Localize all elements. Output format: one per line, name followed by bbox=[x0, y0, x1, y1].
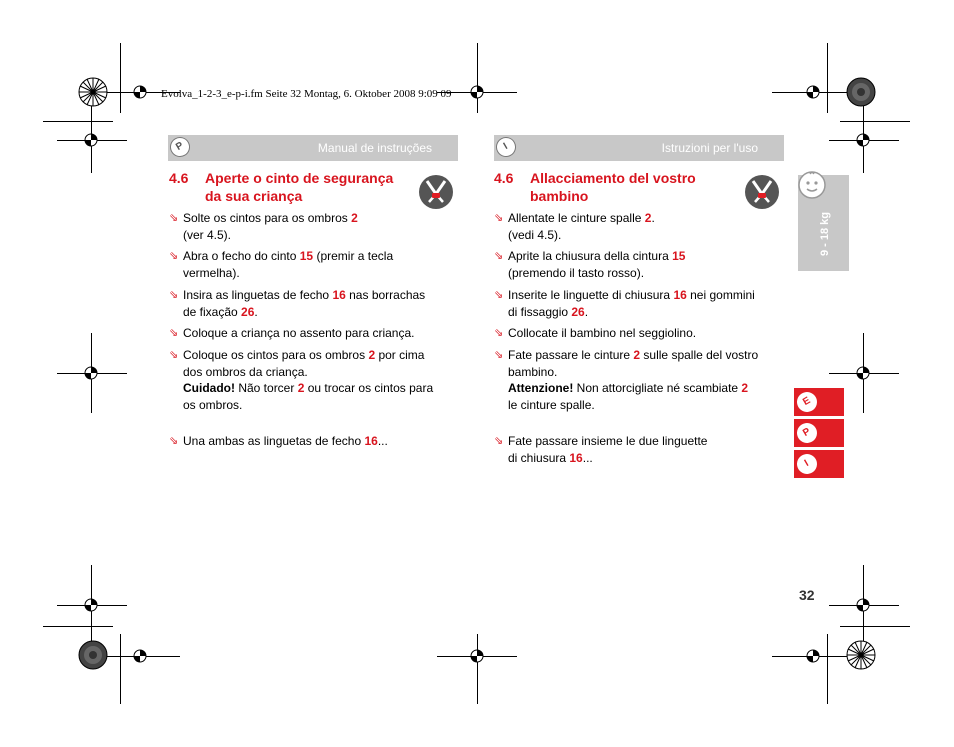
step-text: nas borrachas bbox=[345, 288, 426, 302]
registration-crosshair-icon bbox=[855, 365, 871, 381]
step-text: Solte os cintos para os ombros bbox=[183, 211, 352, 225]
page-number: 32 bbox=[799, 587, 815, 603]
grey-target-icon bbox=[846, 77, 876, 107]
right-title-line: bambino bbox=[530, 188, 589, 204]
language-tab-e[interactable] bbox=[794, 388, 844, 416]
step-arrow-icon: ⇘ bbox=[169, 435, 179, 447]
file-info: Evolva_1-2-3_e-p-i.fm Seite 32 Montag, 6. Oktober 2008 9:09 09 bbox=[161, 88, 452, 100]
step-text: Insira as linguetas de fecho bbox=[183, 288, 333, 302]
registration-crosshair-icon bbox=[469, 648, 485, 664]
right-title-line: Allacciamento del vostro bbox=[530, 170, 696, 186]
registration-crosshair-icon bbox=[83, 365, 99, 381]
step-text: Abra o fecho do cinto bbox=[183, 249, 300, 263]
trim-line bbox=[120, 634, 121, 704]
trim-line bbox=[477, 634, 478, 704]
step-text: nei gommini bbox=[686, 288, 755, 302]
step-text: ou trocar os cintos para bbox=[304, 381, 434, 395]
registration-crosshair-icon bbox=[855, 132, 871, 148]
step-text: Una ambas as linguetas de fecho bbox=[183, 434, 365, 448]
trim-line bbox=[120, 43, 121, 113]
step-text: Allentate le cinture spalle bbox=[508, 211, 645, 225]
warning-label: Attenzione! bbox=[508, 381, 574, 395]
registration-crosshair-icon bbox=[469, 84, 485, 100]
language-tab-letter: E bbox=[793, 388, 820, 415]
language-tab-i[interactable] bbox=[794, 450, 844, 478]
trim-line bbox=[43, 121, 113, 122]
registration-crosshair-icon bbox=[132, 84, 148, 100]
step-arrow-icon: ⇘ bbox=[494, 349, 504, 361]
right-header-bar bbox=[494, 135, 784, 161]
registration-crosshair-icon bbox=[83, 132, 99, 148]
step-text: Coloque a criança no assento para criança. bbox=[183, 326, 415, 340]
registration-crosshair-icon bbox=[83, 597, 99, 613]
registration-crosshair-icon bbox=[855, 597, 871, 613]
step-text: Inserite le linguette di chiusura bbox=[508, 288, 674, 302]
part-number: 2 bbox=[633, 348, 641, 362]
step-text: . bbox=[254, 304, 258, 319]
step-arrow-icon: ⇘ bbox=[169, 250, 179, 262]
grey-target-icon bbox=[78, 640, 108, 670]
left-header-title: Manual de instruções bbox=[317, 141, 432, 155]
language-badge: P bbox=[166, 133, 193, 160]
trim-line bbox=[827, 43, 828, 113]
part-number: 2 bbox=[644, 211, 652, 225]
step-text: Fate passare le cinture bbox=[508, 348, 634, 362]
step-arrow-icon: ⇘ bbox=[494, 250, 504, 262]
part-number: 2 bbox=[368, 348, 376, 362]
part-number: 16 bbox=[332, 288, 346, 302]
step-arrow-icon: ⇘ bbox=[169, 349, 179, 361]
step-text: Non attorcigliate né scambiate bbox=[573, 381, 742, 395]
trim-line bbox=[840, 121, 910, 122]
step-text: (premir a tecla bbox=[313, 249, 394, 263]
weight-group-label: 9 - 18 kg bbox=[819, 211, 831, 256]
step-text: sulle spalle del vostro bbox=[640, 348, 759, 362]
step-text: (vedi 4.5). bbox=[508, 227, 562, 242]
part-number: 26 bbox=[571, 304, 585, 319]
registration-crosshair-icon bbox=[805, 648, 821, 664]
registration-crosshair-icon bbox=[805, 84, 821, 100]
language-tab-letter: I bbox=[793, 450, 820, 477]
step-arrow-icon: ⇘ bbox=[494, 289, 504, 301]
step-text: de fixação bbox=[183, 304, 242, 319]
trim-line bbox=[840, 626, 910, 627]
trim-line bbox=[477, 43, 478, 113]
registration-crosshair-icon bbox=[132, 648, 148, 664]
part-number: 2 bbox=[297, 381, 305, 395]
step-text: ... bbox=[377, 434, 388, 448]
part-number: 26 bbox=[241, 304, 255, 319]
right-section-title bbox=[530, 169, 696, 205]
step-arrow-icon: ⇘ bbox=[169, 289, 179, 301]
language-tab-p[interactable] bbox=[794, 419, 844, 447]
step-text: vermelha). bbox=[183, 265, 240, 280]
baby-face-icon bbox=[797, 170, 827, 200]
part-number: 15 bbox=[672, 249, 686, 263]
step-text: ... bbox=[582, 450, 593, 465]
language-badge: I bbox=[492, 133, 519, 160]
right-section-number: 4.6 bbox=[494, 170, 514, 186]
step-arrow-icon: ⇘ bbox=[494, 212, 504, 224]
step-text: di fissaggio bbox=[508, 304, 572, 319]
step-text: . bbox=[584, 304, 589, 319]
warning-label: Cuidado! bbox=[183, 381, 235, 395]
step-text: (ver 4.5). bbox=[183, 227, 232, 242]
trim-line bbox=[43, 626, 113, 627]
language-tab-letter: P bbox=[793, 419, 820, 446]
left-header-bar bbox=[168, 135, 458, 161]
step-text: Não torcer bbox=[235, 381, 298, 395]
part-number: 2 bbox=[741, 381, 749, 395]
step-text: le cinture spalle. bbox=[508, 397, 595, 412]
left-section-number: 4.6 bbox=[169, 170, 189, 186]
left-title-line: da sua criança bbox=[205, 188, 303, 204]
child-seat-harness-icon bbox=[744, 174, 780, 210]
step-text: Fate passare insieme le due linguette bbox=[508, 434, 708, 448]
trim-line bbox=[827, 634, 828, 704]
step-arrow-icon: ⇘ bbox=[494, 435, 504, 447]
step-arrow-icon: ⇘ bbox=[494, 327, 504, 339]
step-text: bambino. bbox=[508, 364, 558, 379]
part-number: 16 bbox=[569, 450, 583, 465]
left-title-line: Aperte o cinto de segurança bbox=[205, 170, 394, 186]
child-seat-harness-icon bbox=[418, 174, 454, 210]
step-arrow-icon: ⇘ bbox=[169, 327, 179, 339]
step-text: Collocate il bambino nel seggiolino. bbox=[508, 326, 697, 340]
part-number: 15 bbox=[299, 249, 314, 263]
step-text: Aprite la chiusura della cintura bbox=[508, 249, 673, 263]
step-text: di chiusura bbox=[508, 450, 570, 465]
part-number: 2 bbox=[351, 211, 358, 225]
step-text: (premendo il tasto rosso). bbox=[508, 265, 645, 280]
right-header-title: Istruzioni per l'uso bbox=[661, 141, 758, 155]
step-arrow-icon: ⇘ bbox=[169, 212, 179, 224]
part-number: 16 bbox=[364, 434, 378, 448]
star-target-icon bbox=[846, 640, 876, 670]
step-text: por cima bbox=[375, 348, 425, 362]
left-section-title bbox=[205, 169, 393, 205]
star-target-icon bbox=[78, 77, 108, 107]
step-text: Coloque os cintos para os ombros bbox=[183, 348, 369, 362]
part-number: 16 bbox=[673, 288, 687, 302]
step-text: dos ombros da criança. bbox=[183, 364, 308, 379]
step-text: . bbox=[651, 211, 655, 225]
step-text: os ombros. bbox=[183, 397, 243, 412]
